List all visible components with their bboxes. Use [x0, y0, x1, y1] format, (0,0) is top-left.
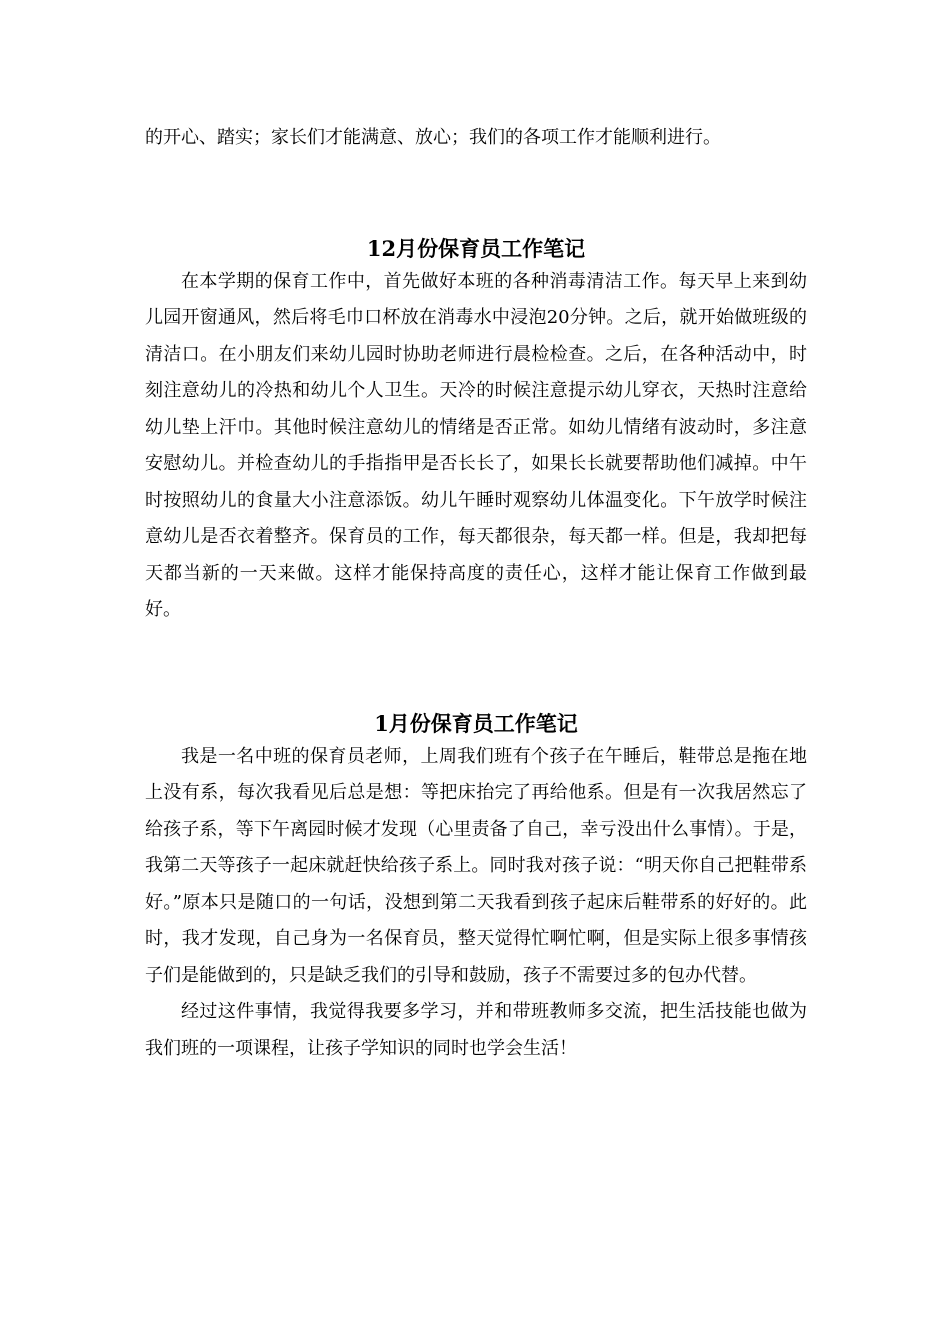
section-title-january: 1月份保育员工作笔记 — [374, 710, 578, 736]
section-title-december: 12月份保育员工作笔记 — [366, 235, 586, 261]
body-paragraph: 我是一名中班的保育员老师，上周我们班有个孩子在午睡后，鞋带总是拖在地上没有系，每次我看见后总是想：等把床抬完了再给他系。但是有一次我居然忘了给孩子系，等下午离园时候才发现（心里责备了自己，幸亏没出什么事情）。于是，我第二天等孩子一起床就赶快给孩子系上。同时我对孩子说：“明天你自己把鞋带系好。”原本只是随口的一句话，没想到第二天我看到孩子起床后鞋带系的好好的。此时，我才发现，自己身为一名保育员，整天觉得忙啊忙啊，但是实际上很多事情孩子们是能做到的，只是缺乏我们的引导和鼓励，孩子不需要过多的包办代替。 — [145, 745, 807, 986]
section-body-december — [145, 264, 807, 629]
intro-continuation-paragraph: 的开心、踏实；家长们才能满意、放心；我们的各项工作才能顺利进行。 — [145, 127, 721, 148]
document-content — [145, 120, 807, 1067]
section-body-january — [145, 739, 807, 1068]
body-paragraph: 经过这件事情，我觉得我要多学习，并和带班教师多交流，把生活技能也做为我们班的一项课程，让孩子学知识的同时也学会生活！ — [145, 1001, 807, 1059]
body-paragraph: 在本学期的保育工作中，首先做好本班的各种消毒清洁工作。每天早上来到幼儿园开窗通风，然后将毛巾口杯放在消毒水中浸泡20分钟。之后，就开始做班级的清洁口。在小朋友们来幼儿园时协助老师进行晨检检查。之后，在各种活动中，时刻注意幼儿的冷热和幼儿个人卫生。天冷的时候注意提示幼儿穿衣，天热时注意给幼儿垫上汗巾。其他时候注意幼儿的情绪是否正常。如幼儿情绪有波动时，多注意安慰幼儿。并检查幼儿的手指指甲是否长长了，如果长长就要帮助他们减掉。中午时按照幼儿的食量大小注意添饭。幼儿午睡时观察幼儿体温变化。下午放学时候注意幼儿是否衣着整齐。保育员的工作，每天都很杂，每天都一样。但是，我却把每天都当新的一天来做。这样才能保持高度的责任心，这样才能让保育工作做到最好。 — [145, 270, 807, 620]
